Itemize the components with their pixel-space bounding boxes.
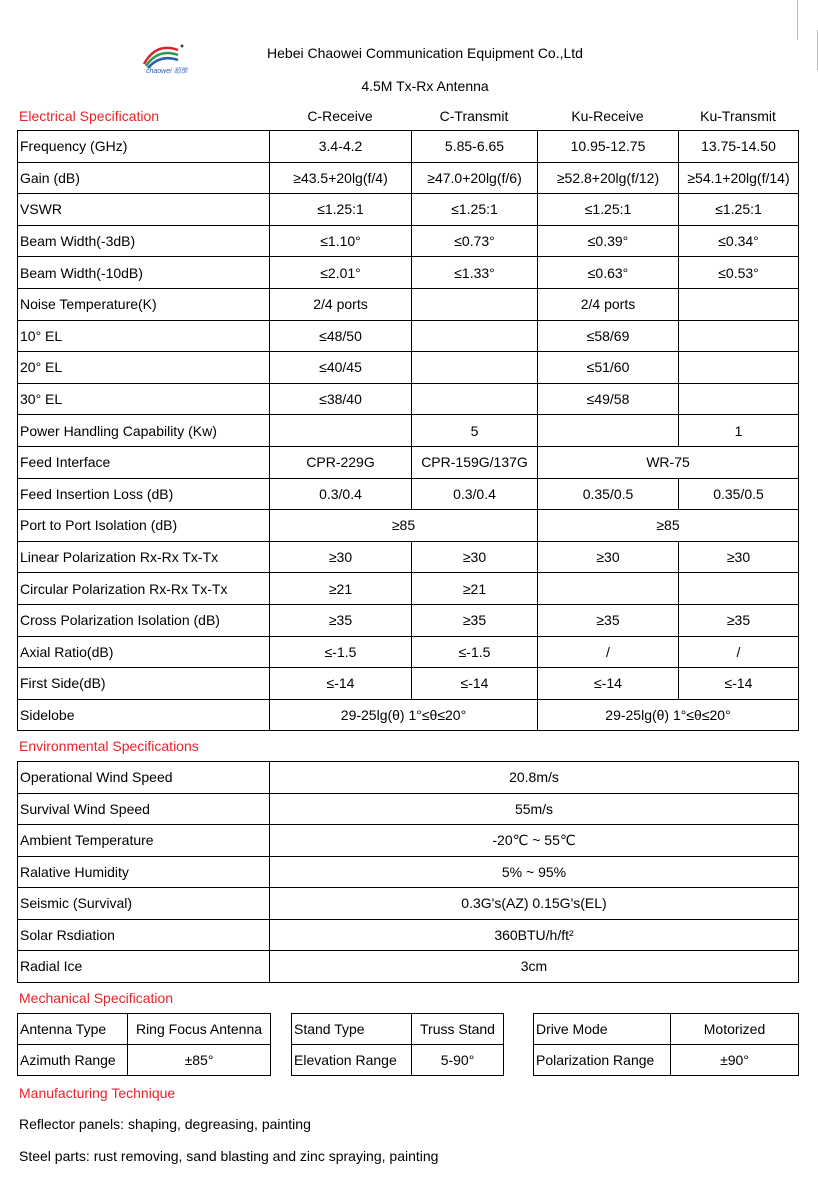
- cell-c-receive: 2/4 ports: [270, 288, 412, 320]
- row-label: Survival Wind Speed: [18, 793, 270, 825]
- row-label: Port to Port Isolation (dB): [18, 510, 270, 542]
- row-value: ±90°: [671, 1045, 799, 1076]
- table-row: [292, 1014, 504, 1045]
- cell-c-transmit: 5.85-6.65: [412, 131, 538, 163]
- cell-c-receive: ≥35: [270, 604, 412, 636]
- manufacturing-line-reflector: Reflector panels: shaping, degreasing, painting: [19, 1116, 311, 1132]
- table-row: [534, 1014, 799, 1045]
- cell-c-transmit: ≥47.0+20lg(f/6): [412, 162, 538, 194]
- cell-c-transmit: ≤1.25:1: [412, 194, 538, 226]
- cell-ku-transmit: 0.35/0.5: [679, 478, 799, 510]
- cell-ku-transmit: [679, 383, 799, 415]
- cell-ku-receive: 10.95-12.75: [538, 131, 679, 163]
- cell-ku-band: 29-25lg(θ) 1°≤θ≤20°: [538, 699, 799, 731]
- row-label: Feed Insertion Loss (dB): [18, 478, 270, 510]
- row-label: Frequency (GHz): [18, 131, 270, 163]
- table-row: [18, 383, 799, 415]
- row-label: First Side(dB): [18, 668, 270, 700]
- col-header-ku-transmit: Ku-Transmit: [700, 108, 776, 124]
- row-label: Polarization Range: [534, 1045, 671, 1076]
- cell-c-receive: ≤1.10°: [270, 225, 412, 257]
- row-label: 10° EL: [18, 320, 270, 352]
- row-value: 55m/s: [270, 793, 799, 825]
- cell-ku-transmit: ≤0.34°: [679, 225, 799, 257]
- cell-c-transmit: ≤-14: [412, 668, 538, 700]
- cell-c-receive: ≤-14: [270, 668, 412, 700]
- table-row: [18, 699, 799, 731]
- edge-line: [797, 0, 798, 40]
- row-value: 3cm: [270, 951, 799, 983]
- table-row: [18, 1014, 271, 1045]
- row-label: Operational Wind Speed: [18, 762, 270, 794]
- cell-c-receive: ≤1.25:1: [270, 194, 412, 226]
- table-row: [292, 1045, 504, 1076]
- table-row: [18, 415, 799, 447]
- table-row: [18, 825, 799, 857]
- cell-c-transmit: 0.3/0.4: [412, 478, 538, 510]
- row-value: Truss Stand: [412, 1014, 504, 1045]
- cell-ku-band: WR-75: [538, 446, 799, 478]
- row-label: Beam Width(-10dB): [18, 257, 270, 289]
- cell-c-receive: ≤38/40: [270, 383, 412, 415]
- row-label: 20° EL: [18, 352, 270, 384]
- row-value: -20℃ ~ 55℃: [270, 825, 799, 857]
- table-row: [18, 352, 799, 384]
- row-label: Power Handling Capability (Kw): [18, 415, 270, 447]
- cell-ku-receive: ≥52.8+20lg(f/12): [538, 162, 679, 194]
- table-row: [18, 919, 799, 951]
- row-label: VSWR: [18, 194, 270, 226]
- mechanical-table-stand: [291, 1013, 504, 1076]
- cell-ku-transmit: [679, 352, 799, 384]
- section-title-electrical: Electrical Specification: [19, 108, 160, 124]
- cell-c-band: ≥85: [270, 510, 538, 542]
- cell-ku-transmit: ≥54.1+20lg(f/14): [679, 162, 799, 194]
- row-label: Ralative Humidity: [18, 856, 270, 888]
- row-label: Elevation Range: [292, 1045, 412, 1076]
- table-row: [18, 1045, 271, 1076]
- section-title-environmental: Environmental Specifications: [19, 738, 199, 754]
- cell-ku-receive: [538, 415, 679, 447]
- cell-c-transmit: [412, 320, 538, 352]
- cell-ku-transmit: [679, 573, 799, 605]
- cell-c-receive: CPR-229G: [270, 446, 412, 478]
- table-row: [18, 888, 799, 920]
- cell-ku-transmit: ≤1.25:1: [679, 194, 799, 226]
- row-value: 360BTU/h/ft²: [270, 919, 799, 951]
- row-label: Linear Polarization Rx-Rx Tx-Tx: [18, 541, 270, 573]
- cell-c-transmit: ≥21: [412, 573, 538, 605]
- table-row: [18, 288, 799, 320]
- cell-c-transmit: ≥35: [412, 604, 538, 636]
- cell-c-receive: ≤-1.5: [270, 636, 412, 668]
- mechanical-table-antenna: [17, 1013, 271, 1076]
- cell-c-receive: ≥30: [270, 541, 412, 573]
- table-row: [18, 604, 799, 636]
- table-row: [18, 668, 799, 700]
- cell-c-receive: ≥43.5+20lg(f/4): [270, 162, 412, 194]
- table-row: [18, 856, 799, 888]
- row-value: 0.3G's(AZ) 0.15G's(EL): [270, 888, 799, 920]
- row-label: Beam Width(-3dB): [18, 225, 270, 257]
- cell-ku-transmit: ≤0.53°: [679, 257, 799, 289]
- row-label: Radial Ice: [18, 951, 270, 983]
- cell-ku-receive: [538, 573, 679, 605]
- cell-c-transmit: ≤1.33°: [412, 257, 538, 289]
- table-row: [18, 446, 799, 478]
- row-value: 20.8m/s: [270, 762, 799, 794]
- table-row: [18, 131, 799, 163]
- col-header-c-receive: C-Receive: [307, 108, 373, 124]
- cell-ku-transmit: ≤-14: [679, 668, 799, 700]
- cell-c-transmit: [412, 383, 538, 415]
- row-value: 5% ~ 95%: [270, 856, 799, 888]
- col-header-c-transmit: C-Transmit: [439, 108, 509, 124]
- table-row: [18, 573, 799, 605]
- row-label: Solar Rsdiation: [18, 919, 270, 951]
- row-label: Azimuth Range: [18, 1045, 128, 1076]
- cell-ku-band: ≥85: [538, 510, 799, 542]
- cell-c-receive: ≤48/50: [270, 320, 412, 352]
- row-value: Ring Focus Antenna: [128, 1014, 271, 1045]
- cell-c-receive: ≤2.01°: [270, 257, 412, 289]
- cell-ku-transmit: 13.75-14.50: [679, 131, 799, 163]
- table-row: [18, 951, 799, 983]
- section-title-mechanical: Mechanical Specification: [19, 990, 174, 1006]
- cell-ku-receive: ≥30: [538, 541, 679, 573]
- cell-ku-transmit: 1: [679, 415, 799, 447]
- cell-ku-receive: ≤1.25:1: [538, 194, 679, 226]
- row-label: Sidelobe: [18, 699, 270, 731]
- row-label: Ambient Temperature: [18, 825, 270, 857]
- cell-ku-receive: ≤58/69: [538, 320, 679, 352]
- table-row: [18, 194, 799, 226]
- cell-c-receive: ≤40/45: [270, 352, 412, 384]
- mechanical-table-drive: [533, 1013, 799, 1076]
- row-label: Gain (dB): [18, 162, 270, 194]
- cell-ku-receive: /: [538, 636, 679, 668]
- cell-c-transmit: CPR-159G/137G: [412, 446, 538, 478]
- cell-ku-transmit: /: [679, 636, 799, 668]
- row-label: Axial Ratio(dB): [18, 636, 270, 668]
- cell-c-transmit: 5: [412, 415, 538, 447]
- table-row: [18, 225, 799, 257]
- table-row: [18, 793, 799, 825]
- cell-c-band: 29-25lg(θ) 1°≤θ≤20°: [270, 699, 538, 731]
- row-value: Motorized: [671, 1014, 799, 1045]
- row-label: 30° EL: [18, 383, 270, 415]
- cell-ku-receive: 0.35/0.5: [538, 478, 679, 510]
- row-label: Seismic (Survival): [18, 888, 270, 920]
- table-row: [18, 478, 799, 510]
- section-title-manufacturing: Manufacturing Technique: [19, 1085, 176, 1101]
- cell-c-transmit: ≤-1.5: [412, 636, 538, 668]
- table-row: [18, 762, 799, 794]
- cell-c-transmit: ≥30: [412, 541, 538, 573]
- table-row: [534, 1045, 799, 1076]
- cell-ku-receive: ≤49/58: [538, 383, 679, 415]
- row-value: ±85°: [128, 1045, 271, 1076]
- document-title: 4.5M Tx-Rx Antenna: [361, 78, 489, 94]
- row-label: Stand Type: [292, 1014, 412, 1045]
- cell-c-receive: ≥21: [270, 573, 412, 605]
- manufacturing-line-steel: Steel parts: rust removing, sand blasting and zinc spraying, painting: [19, 1148, 439, 1164]
- row-value: 5-90°: [412, 1045, 504, 1076]
- table-row: [18, 636, 799, 668]
- cell-c-receive: [270, 415, 412, 447]
- table-row: [18, 541, 799, 573]
- col-header-ku-receive: Ku-Receive: [571, 108, 644, 124]
- row-label: Drive Mode: [534, 1014, 671, 1045]
- row-label: Circular Polarization Rx-Rx Tx-Tx: [18, 573, 270, 605]
- cell-ku-transmit: ≥30: [679, 541, 799, 573]
- cell-ku-transmit: [679, 320, 799, 352]
- cell-c-transmit: ≤0.73°: [412, 225, 538, 257]
- cell-c-receive: 3.4-4.2: [270, 131, 412, 163]
- cell-ku-receive: ≤-14: [538, 668, 679, 700]
- cell-ku-receive: ≤0.39°: [538, 225, 679, 257]
- environmental-spec-table: [17, 761, 799, 983]
- table-row: [18, 510, 799, 542]
- cell-ku-transmit: ≥35: [679, 604, 799, 636]
- table-row: [18, 257, 799, 289]
- cell-c-transmit: [412, 352, 538, 384]
- table-row: [18, 320, 799, 352]
- electrical-header: [17, 106, 798, 126]
- cell-ku-receive: ≤0.63°: [538, 257, 679, 289]
- company-name: Hebei Chaowei Communication Equipment Co.,Ltd: [267, 45, 583, 61]
- company-logo: [138, 38, 188, 78]
- row-label: Cross Polarization Isolation (dB): [18, 604, 270, 636]
- cell-c-receive: 0.3/0.4: [270, 478, 412, 510]
- cell-c-transmit: [412, 288, 538, 320]
- cell-ku-receive: 2/4 ports: [538, 288, 679, 320]
- table-row: [18, 162, 799, 194]
- cell-ku-transmit: [679, 288, 799, 320]
- electrical-spec-table: [17, 130, 799, 731]
- row-label: Antenna Type: [18, 1014, 128, 1045]
- cell-ku-receive: ≤51/60: [538, 352, 679, 384]
- row-label: Feed Interface: [18, 446, 270, 478]
- row-label: Noise Temperature(K): [18, 288, 270, 320]
- logo-text: chaowei 超维: [146, 68, 188, 75]
- cell-ku-receive: ≥35: [538, 604, 679, 636]
